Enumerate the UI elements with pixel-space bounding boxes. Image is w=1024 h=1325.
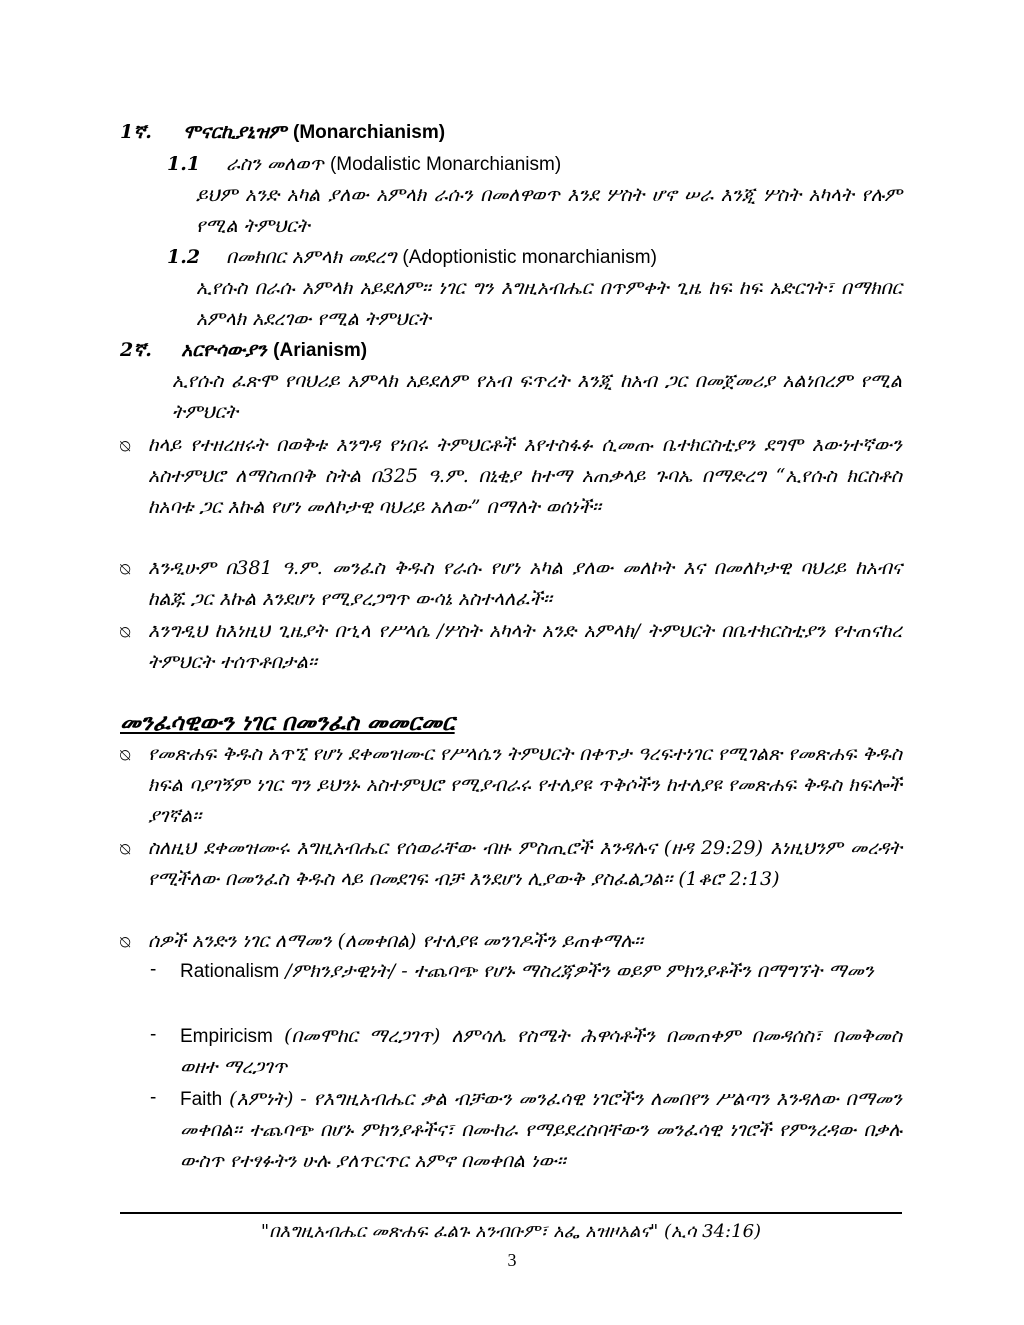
bullet-paragraph-ways: ሰዎች አንድን ነገር ለማመን (ለመቀበል) የተለያዩ መንገዶችን ይጠቀማሉ፡፡ — [148, 930, 643, 952]
section-1-title-latin: (Monarchianism) — [293, 122, 446, 143]
dash-item-faith-text: (እምነት) - የእግዚአብሔር ቃል ብቻውን መንፈሳዊ ነገሮችን ለመበየን ሥልጣን እንዳለው በማመን መቀበል፡፡ ተጨባጭ በሆኑ ምክንያቶችና፣ በሙከራ የማይደረስባቸውን መንፈሳዊ ነገሮች የምንረዳው በቃሉ ውስጥ የተፃፉትን ሁሉ ያለጥርጥር አምኖ በመቀበል ነው፡፡ — [180, 1088, 902, 1172]
bullet-icon: ⍉ — [120, 437, 131, 457]
section-2-title-latin: (Arianism) — [273, 340, 368, 361]
subsection-1-1-heading — [167, 149, 902, 180]
subsection-1-1-body: ይህም አንድ አካል ያለው አምላክ ራሱን በመለዋወጥ እንደ ሦስት ሆኖ ሠራ እንጂ ሦስት አካላት የሉም የሚል ትምህርት — [196, 184, 902, 237]
dash-marker: - — [150, 959, 157, 980]
subsection-1-2-number: 1.2 — [167, 246, 201, 268]
footer-quote: "በእግዚአብሔር መጽሐፍ ፈልጉ አንብቡም፣ አፌ አዝዞአልና" (ኢሳ 34:16) — [260, 1221, 762, 1242]
dash-item-empiricism-term: Empiricism — [180, 1026, 273, 1047]
bullet-paragraph-disciple: የመጽሐፍ ቅዱስ አጥኚ የሆነ ደቀመዝሙር የሥላሴን ትምህርት በቀጥታ ዓረፍተነገር የሚገልጽ የመጽሐፍ ቅዱስ ክፍል ባያገኝም ነገር ግን ይህንኑ አስተምህሮ የሚያብራሩ የተለያዩ ጥቅሶችን ከተለያዩ የመጽሐፍ ቅዱስ ክፍሎች ያገኛል፡፡ — [148, 743, 902, 827]
bullet-icon: ⍉ — [120, 746, 131, 766]
footer-rule — [120, 1212, 902, 1214]
dash-item-rationalism — [180, 956, 902, 987]
subsection-1-2-title-latin: (Adoptionistic monarchianism) — [402, 247, 657, 268]
dash-marker: - — [150, 1024, 157, 1045]
dash-item-rationalism-term: Rationalism — [180, 961, 280, 982]
dash-marker: - — [150, 1087, 157, 1108]
subsection-1-2-heading — [167, 242, 902, 273]
bullet-paragraph-nicaea: ከላይ የተዘረዘሩት በወቅቱ እንግዳ የነበሩ ትምህርቶች እየተስፋፉ ሲመጡ ቤተክርስቲያን ደግሞ እውነተኛውን አስተምህሮ ለማስጠበቅ ስትል በ325 ዓ.ም. በኒቂያ ከተማ አጠቃላይ ጉባኤ በማድረግ “ኢየሱስ ክርስቶስ ከአባቱ ጋር እኩል የሆነ መለኮታዊ ባህሪይ አለው” በማለት ወሰነች፡፡ — [148, 434, 902, 518]
bullet-paragraph-trinity: እንግዲህ ከእነዚህ ጊዜያት በኂላ የሥላሴ /ሦስት አካላት አንድ አምላክ/ ትምህርት በቤተክርስቲያን የተጠናከረ ትምህርት ተሰጥቶበታል፡፡ — [148, 620, 902, 673]
section-1-title-ethiopic: ሞናርኪያኒዝም — [183, 121, 287, 143]
dash-item-empiricism — [180, 1021, 902, 1083]
section-1-number: 1ኛ. — [120, 121, 152, 143]
dash-item-faith — [180, 1084, 902, 1177]
subsection-1-2-title-ethiopic: በመክበር አምላክ መደረግ — [226, 246, 397, 268]
section-2-heading — [120, 335, 902, 366]
dash-item-rationalism-text: /ምክንያታዊነት/ - ተጨባጭ የሆኑ ማስረጃዎችን ወይም ምክንያቶችን በማግኘት ማመን — [285, 960, 874, 982]
subsection-1-1-title-ethiopic: ራስን መለወጥ — [226, 153, 324, 175]
section-2-body: ኢየሱስ ፈጽሞ የባህሪይ አምላክ አይደለም የአብ ፍጥረት እንጂ ከአብ ጋር በመጀመሪያ አልነበረም የሚል ትምህርት — [172, 370, 902, 423]
subsection-1-2-body: ኢየሱስ በራሱ አምላክ አይደለም፡፡ ነገር ግን እግዚአብሔር በጥምቀት ጊዜ ከፍ ከፍ አድርገት፣ በማክበር አምላክ አደረገው የሚል ትምህርት — [196, 277, 902, 330]
section-1-heading — [120, 117, 902, 148]
bullet-icon: ⍉ — [120, 560, 131, 580]
page-number: 3 — [507, 1250, 517, 1270]
subsection-1-1-number: 1.1 — [167, 153, 201, 175]
bullet-paragraph-mysteries: ስለዚህ ደቀመዝሙሩ እግዚአብሔር የሰወራቸው ብዙ ምስጢሮች እንዳሉና (ዘዳ 29:29) እነዚህንም መረዳት የሚችለው በመንፈስ ቅዱስ ላይ በመደገፍ ብቻ እንደሆነ ሊያውቅ ያስፈልጋል፡፡ (1ቆሮ 2:13) — [148, 837, 902, 890]
bullet-icon: ⍉ — [120, 840, 131, 860]
section-heading-spiritual: መንፈሳዊውን ነገር በመንፈስ መመርመር — [120, 709, 455, 736]
section-2-title-ethiopic: አርዮሳውያን — [181, 339, 267, 361]
bullet-icon: ⍉ — [120, 933, 131, 953]
bullet-paragraph-381: እንዲሁም በ381 ዓ.ም. መንፈስ ቅዱስ የራሱ የሆነ አካል ያለው መለኮት እና በመለኮታዊ ባህሪይ ከአብና ከልጁ ጋር እኩል እንደሆነ የሚያረጋግጥ ውሳኔ አስተላለፈች፡፡ — [148, 557, 902, 610]
dash-item-empiricism-text: (በመሞከር ማረጋገጥ) ለምሳሌ የስሜት ሕዋሳቶችን በመጠቀም በመዳሰስ፣ በመቅመስ ወዘተ ማረጋገጥ — [180, 1025, 902, 1078]
bullet-icon: ⍉ — [120, 623, 131, 643]
section-2-number: 2ኛ. — [120, 339, 152, 361]
dash-item-faith-term: Faith — [180, 1089, 223, 1110]
subsection-1-1-title-latin: (Modalistic Monarchianism) — [329, 154, 562, 175]
